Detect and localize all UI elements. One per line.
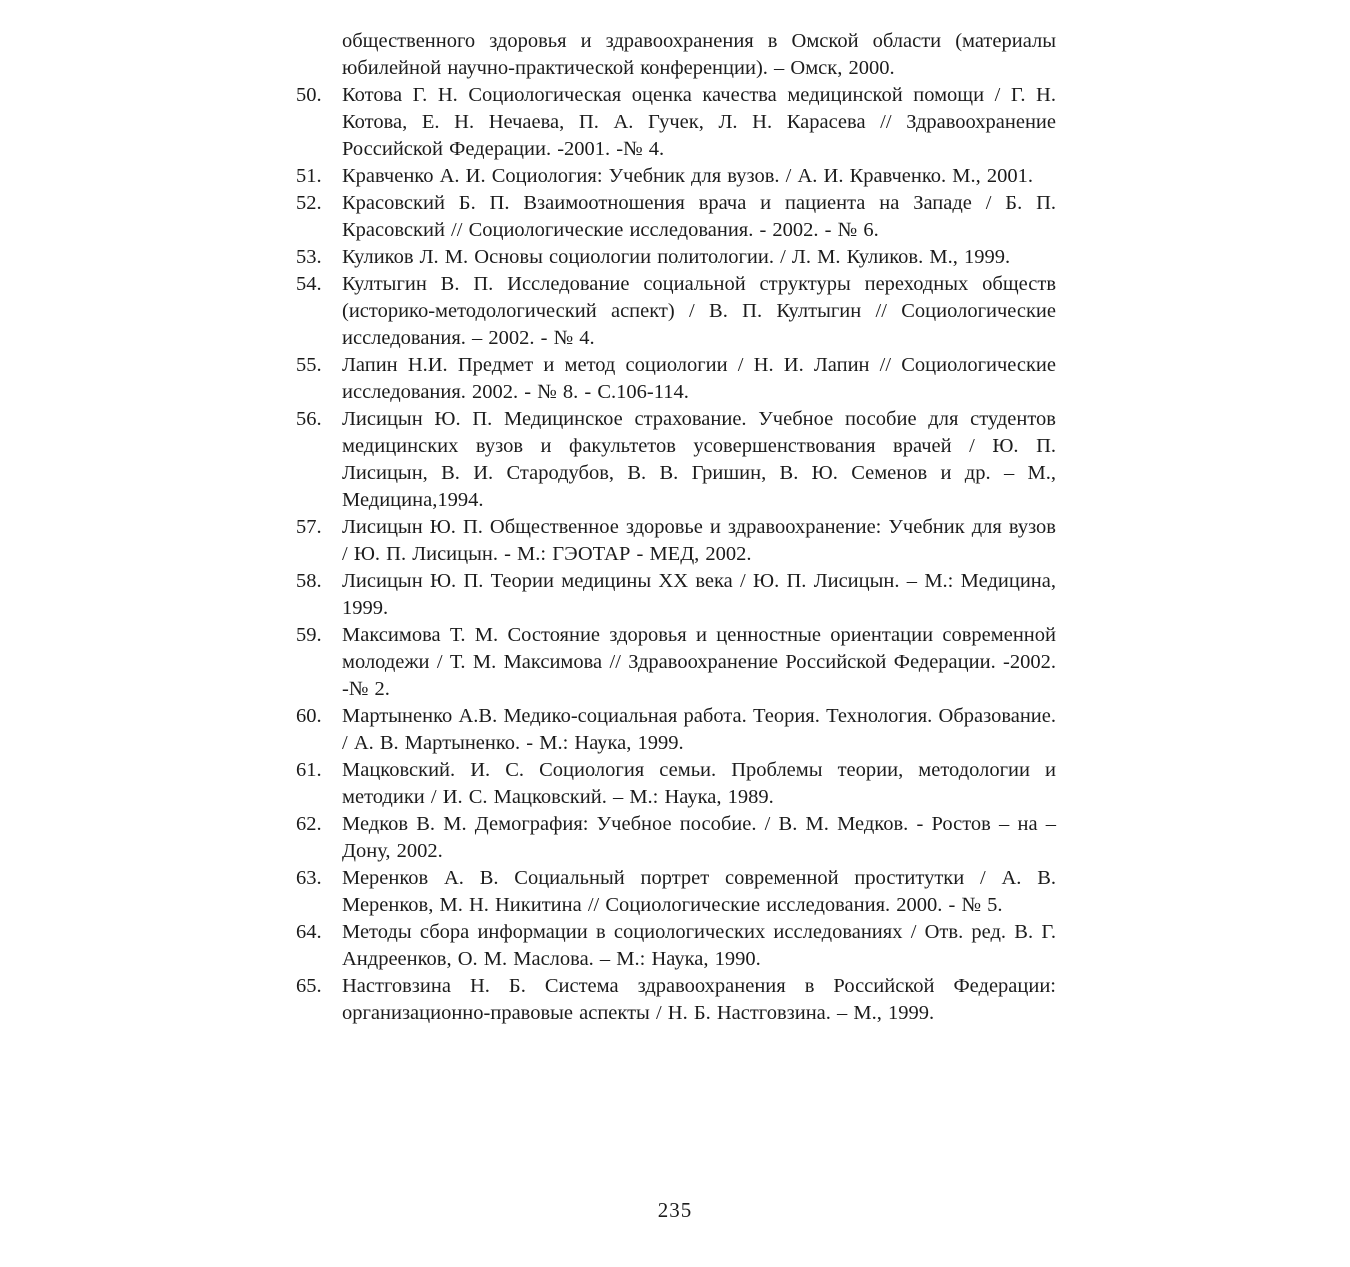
reference-entry	[296, 514, 1056, 568]
reference-text: Меренков А. В. Социальный портрет современной проститутки / А. В. Меренков, М. Н. Никитина // Социологические исследования. 2000. - № 5.	[342, 867, 1056, 916]
reference-entry	[296, 919, 1056, 973]
reference-entry	[296, 703, 1056, 757]
reference-number: 56.	[296, 408, 322, 430]
reference-number: 53.	[296, 246, 322, 268]
reference-text: общественного здоровья и здравоохранения в Омской области (материалы юбилейной научно-практической конференции). – Омск, 2000.	[342, 30, 1056, 79]
reference-text: Култыгин В. П. Исследование социальной структуры переходных обществ (историко-методологический аспект) / В. П. Култыгин // Социологические исследования. – 2002. - № 4.	[342, 273, 1056, 349]
reference-entry	[296, 973, 1056, 1027]
reference-entry	[296, 757, 1056, 811]
reference-entry	[296, 28, 1056, 82]
reference-number: 54.	[296, 273, 322, 295]
reference-number: 62.	[296, 813, 322, 835]
reference-text: Лисицын Ю. П. Теории медицины XX века / Ю. П. Лисицын. – М.: Медицина, 1999.	[342, 570, 1056, 619]
reference-text: Методы сбора информации в социологических исследованиях / Отв. ред. В. Г. Андреенков, О. М. Маслова. – М.: Наука, 1990.	[342, 921, 1056, 970]
reference-text: Лисицын Ю. П. Медицинское страхование. Учебное пособие для студентов медицинских вузов и факультетов усовершенствования врачей / Ю. П. Лисицын, В. И. Стародубов, В. В. Гришин, В. Ю. Семенов и др. – М., Медицина,1994.	[342, 408, 1056, 511]
reference-number: 65.	[296, 975, 322, 997]
reference-number: 64.	[296, 921, 322, 943]
reference-text: Лапин Н.И. Предмет и метод социологии / Н. И. Лапин // Социологические исследования. 2002. - № 8. - С.106-114.	[342, 354, 1056, 403]
reference-entry	[296, 406, 1056, 514]
reference-number: 58.	[296, 570, 322, 592]
reference-text: Мацковский. И. С. Социология семьи. Проблемы теории, методологии и методики / И. С. Мацковский. – М.: Наука, 1989.	[342, 759, 1056, 808]
reference-number: 55.	[296, 354, 322, 376]
reference-number: 50.	[296, 84, 322, 106]
reference-entry	[296, 244, 1056, 271]
reference-list	[296, 28, 1056, 1027]
reference-number: 63.	[296, 867, 322, 889]
reference-number: 59.	[296, 624, 322, 646]
reference-text: Мартыненко А.В. Медико-социальная работа. Теория. Технология. Образование. / А. В. Мартыненко. - М.: Наука, 1999.	[342, 705, 1056, 754]
reference-entry	[296, 163, 1056, 190]
reference-text: Кравченко А. И. Социология: Учебник для вузов. / А. И. Кравченко. М., 2001.	[342, 165, 1034, 187]
reference-text: Максимова Т. М. Состояние здоровья и ценностные ориентации современной молодежи / Т. М. Максимова // Здравоохранение Российской Федерации. -2002. -№ 2.	[342, 624, 1056, 700]
reference-text: Куликов Л. М. Основы социологии политологии. / Л. М. Куликов. М., 1999.	[342, 246, 1011, 268]
reference-number: 51.	[296, 165, 322, 187]
reference-number: 60.	[296, 705, 322, 727]
reference-entry	[296, 568, 1056, 622]
reference-text: Медков В. М. Демография: Учебное пособие. / В. М. Медков. - Ростов – на – Дону, 2002.	[342, 813, 1056, 862]
reference-entry	[296, 622, 1056, 703]
reference-number: 61.	[296, 759, 322, 781]
reference-entry	[296, 352, 1056, 406]
reference-number: 52.	[296, 192, 322, 214]
page-number: 235	[657, 1198, 693, 1222]
reference-text: Лисицын Ю. П. Общественное здоровье и здравоохранение: Учебник для вузов / Ю. П. Лисицын. - М.: ГЭОТАР - МЕД, 2002.	[342, 516, 1056, 565]
reference-entry	[296, 190, 1056, 244]
reference-entry	[296, 865, 1056, 919]
reference-entry	[296, 811, 1056, 865]
reference-text: Настговзина Н. Б. Система здравоохранения в Российской Федерации: организационно-правовые аспекты / Н. Б. Настговзина. – М., 1999.	[342, 975, 1056, 1024]
reference-text: Красовский Б. П. Взаимоотношения врача и пациента на Западе / Б. П. Красовский // Социологические исследования. - 2002. - № 6.	[342, 192, 1056, 241]
reference-text: Котова Г. Н. Социологическая оценка качества медицинской помощи / Г. Н. Котова, Е. Н. Нечаева, П. А. Гучек, Л. Н. Карасева // Здравоохранение Российской Федерации. -2001. -№ 4.	[342, 84, 1056, 160]
reference-entry	[296, 271, 1056, 352]
reference-number: 57.	[296, 516, 322, 538]
reference-entry	[296, 82, 1056, 163]
